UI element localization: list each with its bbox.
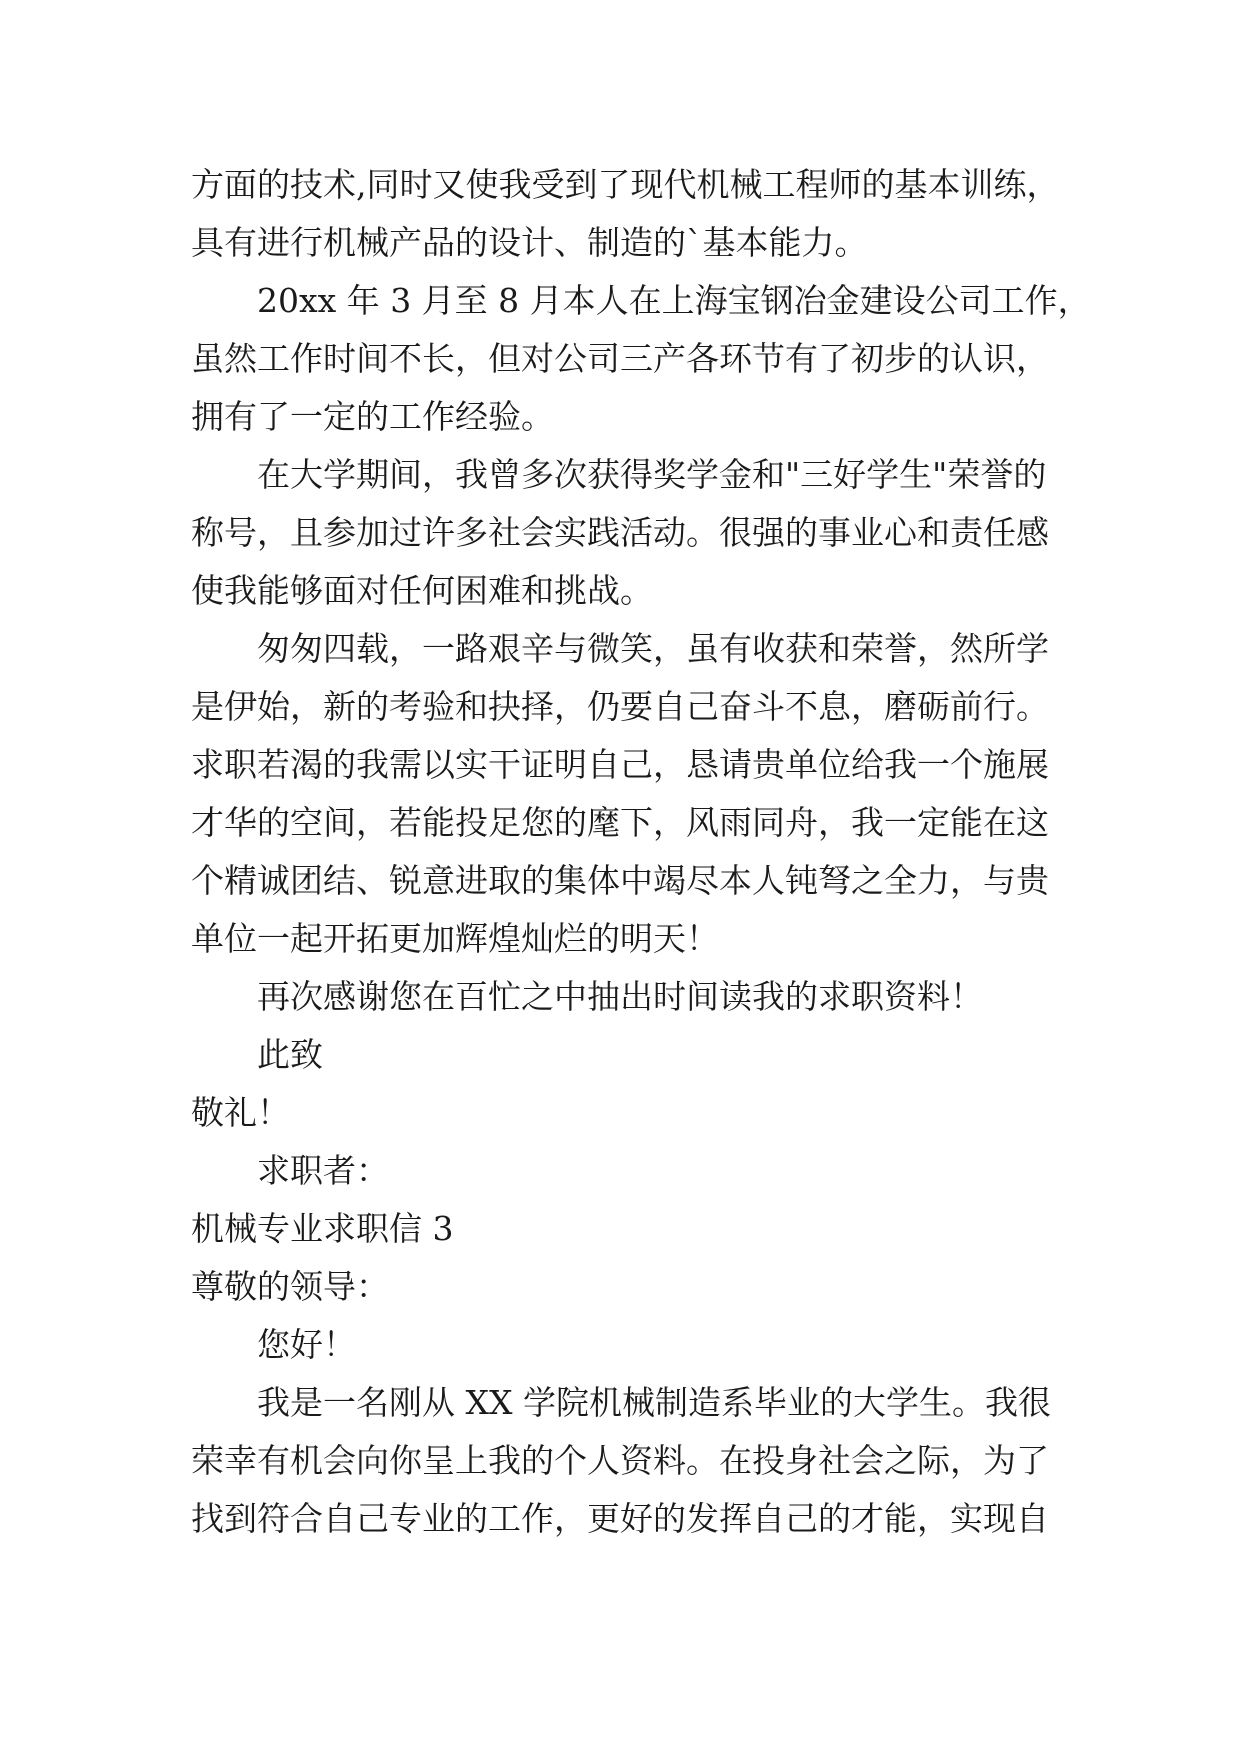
text-line: 单位一起开拓更加辉煌灿烂的明天！ [191, 919, 719, 958]
text-line: 机械专业求职信 3 [191, 1209, 454, 1248]
text-line: 方面的技术,同时又使我受到了现代机械工程师的基本训练， [191, 165, 1060, 204]
text-line: 拥有了一定的工作经验。 [191, 397, 554, 436]
text-line: 尊敬的领导： [191, 1267, 389, 1306]
text-line: 敬礼！ [191, 1093, 290, 1132]
text-line: 再次感谢您在百忙之中抽出时间读我的求职资料！ [257, 977, 983, 1016]
document-body [191, 156, 1091, 1548]
text-line: 我是一名刚从 XX 学院机械制造系毕业的大学生。我很 [257, 1383, 1051, 1422]
text-line: 求职若渴的我需以实干证明自己，恳请贵单位给我一个施展 [191, 745, 1049, 784]
text-line: 个精诚团结、锐意进取的集体中竭尽本人钝弩之全力，与贵 [191, 861, 1049, 900]
text-line: 使我能够面对任何困难和挑战。 [191, 571, 653, 610]
text-line: 虽然工作时间不长，但对公司三产各环节有了初步的认识， [191, 339, 1049, 378]
text-line: 匆匆四载，一路艰辛与微笑，虽有收获和荣誉，然所学 [257, 629, 1049, 668]
text-line: 是伊始，新的考验和抉择，仍要自己奋斗不息，磨砺前行。 [191, 687, 1049, 726]
text-line: 求职者： [257, 1151, 389, 1190]
text-line: 20xx 年 3 月至 8 月本人在上海宝钢冶金建设公司工作， [257, 281, 1091, 320]
text-line: 称号，且参加过许多社会实践活动。很强的事业心和责任感 [191, 513, 1049, 552]
text-line: 在大学期间，我曾多次获得奖学金和"三好学生"荣誉的 [257, 455, 1047, 494]
text-line: 才华的空间，若能投足您的麾下，风雨同舟，我一定能在这 [191, 803, 1049, 842]
text-line: 具有进行机械产品的设计、制造的`基本能力。 [191, 223, 868, 262]
text-line: 此致 [257, 1035, 323, 1074]
text-line: 找到符合自己专业的工作，更好的发挥自己的才能，实现自 [191, 1499, 1049, 1538]
text-line: 荣幸有机会向你呈上我的个人资料。在投身社会之际，为了 [191, 1441, 1049, 1480]
text-line: 您好！ [257, 1325, 356, 1364]
